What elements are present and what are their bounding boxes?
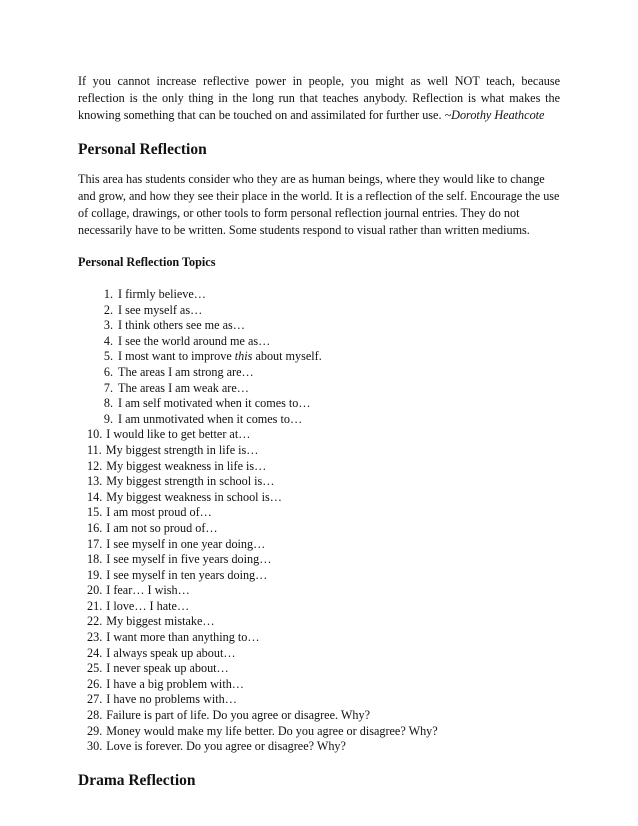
list-item-text	[106, 537, 265, 553]
list-item-text	[118, 318, 245, 334]
list-item-text-start: I would like to get better at…	[106, 427, 251, 442]
list-item-number: 16.	[87, 520, 103, 535]
list-item-text-start: I never speak up about…	[106, 661, 229, 676]
list-item	[92, 303, 560, 319]
list-item	[87, 677, 560, 693]
topics-heading: Personal Reflection Topics	[78, 255, 216, 269]
list-item-text	[118, 303, 202, 319]
list-item-text-start: I have no problems with…	[106, 692, 237, 707]
list-item-number: 2.	[103, 302, 113, 317]
drama-reflection-heading: Drama Reflection	[78, 771, 196, 789]
list-item-text-start: I see myself as…	[118, 302, 203, 317]
list-item-text	[106, 630, 259, 646]
list-item-text-start: I am most proud of…	[106, 505, 212, 520]
list-item-text	[106, 568, 267, 584]
list-item-text-start: My biggest strength in school is…	[106, 474, 275, 489]
list-item-text	[106, 614, 214, 630]
list-item-text-start: I am unmotivated when it comes to…	[118, 411, 303, 426]
list-item	[92, 287, 560, 303]
list-item-number: 11.	[87, 442, 102, 457]
list-item	[87, 521, 560, 537]
list-item	[87, 459, 560, 475]
list-item-text	[106, 490, 282, 506]
list-item-text-start: I fear… I wish…	[106, 583, 190, 598]
list-item-number: 23.	[87, 630, 103, 645]
list-item-number: 7.	[103, 380, 113, 395]
list-item-number: 1.	[103, 287, 113, 301]
list-item	[87, 537, 560, 553]
list-item-number: 26.	[87, 676, 103, 691]
list-item-text	[106, 724, 437, 740]
list-item-number: 4.	[103, 333, 113, 348]
list-item-emphasis: this	[234, 349, 253, 364]
list-item-number: 17.	[87, 536, 103, 551]
list-item	[87, 661, 560, 677]
list-item-text-start: Money would make my life better. Do you agree or disagree? Why?	[106, 723, 438, 738]
list-item-text	[118, 287, 206, 303]
list-item	[87, 724, 560, 740]
list-item-text-start: I most want to improve	[118, 349, 235, 364]
list-item-text	[106, 443, 259, 459]
list-item-text-start: I see myself in one year doing…	[106, 536, 266, 551]
list-item-text-start: I am not so proud of…	[106, 520, 218, 535]
list-item-number: 20.	[87, 583, 103, 598]
list-item-text	[106, 708, 370, 724]
list-item	[87, 614, 560, 630]
list-item-text-start: Love is forever. Do you agree or disagree? Why?	[106, 739, 346, 754]
list-item	[87, 646, 560, 662]
list-item-number: 24.	[87, 645, 103, 660]
list-item-text-start: I see the world around me as…	[118, 333, 271, 348]
list-item-number: 19.	[87, 567, 103, 582]
list-item-text-start: I see myself in ten years doing…	[106, 567, 268, 582]
list-item	[92, 381, 560, 397]
list-item-text	[106, 739, 346, 755]
list-item	[87, 552, 560, 568]
topics-list	[78, 287, 560, 755]
list-item	[92, 412, 560, 428]
list-item-text	[118, 349, 322, 365]
list-item-number: 5.	[103, 349, 113, 364]
list-item	[92, 334, 560, 350]
list-item-number: 30.	[87, 739, 103, 754]
list-item-number: 10.	[87, 427, 103, 442]
list-item-text-end: about myself.	[252, 349, 322, 364]
list-item-text-start: My biggest weakness in school is…	[106, 489, 282, 504]
list-item-number: 3.	[103, 318, 113, 333]
list-item	[87, 427, 560, 443]
list-item-number: 28.	[87, 708, 103, 723]
list-item-text-start: I firmly believe…	[118, 287, 206, 301]
quote-attribution: ~Dorothy Heathcote	[444, 108, 545, 122]
document-page	[78, 73, 560, 791]
list-item-text	[106, 661, 229, 677]
list-item	[87, 583, 560, 599]
list-item-text	[118, 396, 311, 412]
list-item	[87, 708, 560, 724]
list-item-text	[106, 599, 189, 615]
quote-text: If you cannot increase reflective power in people, you might as well NOT teach, because reflection is the only thing in the long run that teaches anybody. Reflection is what makes the knowing something that can be touched on and assimilated for further use.	[78, 74, 560, 122]
list-item-number: 29.	[87, 723, 103, 738]
list-item-text-start: My biggest strength in life is…	[105, 442, 259, 457]
list-item-number: 14.	[87, 489, 103, 504]
list-item-text	[106, 427, 250, 443]
opening-quote	[78, 73, 560, 124]
list-item-text-start: I love… I hate…	[106, 598, 190, 613]
list-item-text	[106, 474, 274, 490]
list-item-number: 8.	[103, 396, 113, 411]
personal-reflection-heading: Personal Reflection	[78, 141, 207, 158]
list-item	[92, 318, 560, 334]
list-item-text-start: My biggest weakness in life is…	[106, 458, 267, 473]
list-item	[87, 630, 560, 646]
list-item	[92, 396, 560, 412]
list-item	[87, 599, 560, 615]
personal-reflection-intro: This area has students consider who they are as human beings, where they would like to change and grow, and how they see their place in the world. It is a reflection of the self. Encourage the use of collage, drawings, or other tools to form personal reflection journal entries. They do not necessarily have to be written. Some students respond to visual rather than written mediums.	[78, 172, 560, 237]
list-item	[87, 739, 560, 755]
list-item	[92, 349, 560, 365]
list-item-text-start: I think others see me as…	[118, 318, 245, 333]
list-item-number: 25.	[87, 661, 103, 676]
list-item-number: 12.	[87, 458, 103, 473]
list-item	[87, 568, 560, 584]
list-item-text	[106, 692, 237, 708]
list-item-text-start: The areas I am strong are…	[118, 364, 254, 379]
list-item-text-start: I see myself in five years doing…	[106, 552, 272, 567]
list-item-text	[106, 505, 212, 521]
list-item-number: 22.	[87, 614, 103, 629]
list-item-text	[106, 552, 271, 568]
list-item-text	[106, 583, 190, 599]
list-item-text-start: My biggest mistake…	[106, 614, 215, 629]
list-item-text-start: Failure is part of life. Do you agree or disagree. Why?	[106, 708, 370, 723]
list-item-number: 15.	[87, 505, 103, 520]
list-item-text	[118, 412, 302, 428]
list-item	[87, 505, 560, 521]
list-item	[87, 474, 560, 490]
list-item-text-start: The areas I am weak are…	[118, 380, 249, 395]
list-item-number: 21.	[87, 598, 103, 613]
list-item-number: 9.	[103, 411, 113, 426]
list-item	[87, 490, 560, 506]
list-item-text	[106, 677, 244, 693]
list-item	[92, 365, 560, 381]
list-item-text-start: I want more than anything to…	[106, 630, 260, 645]
list-item-number: 27.	[87, 692, 103, 707]
list-item-text	[118, 365, 254, 381]
list-item-text	[118, 381, 249, 397]
list-item-text-start: I am self motivated when it comes to…	[118, 396, 311, 411]
list-item	[87, 692, 560, 708]
list-item-text	[106, 521, 217, 537]
list-item-text	[106, 459, 266, 475]
list-item	[87, 443, 560, 459]
list-item-number: 6.	[103, 364, 113, 379]
list-item-text-start: I have a big problem with…	[106, 676, 244, 691]
list-item-number: 18.	[87, 552, 103, 567]
list-item-text-start: I always speak up about…	[106, 645, 236, 660]
list-item-number: 13.	[87, 474, 103, 489]
list-item-text	[118, 334, 270, 350]
list-item-text	[106, 646, 235, 662]
